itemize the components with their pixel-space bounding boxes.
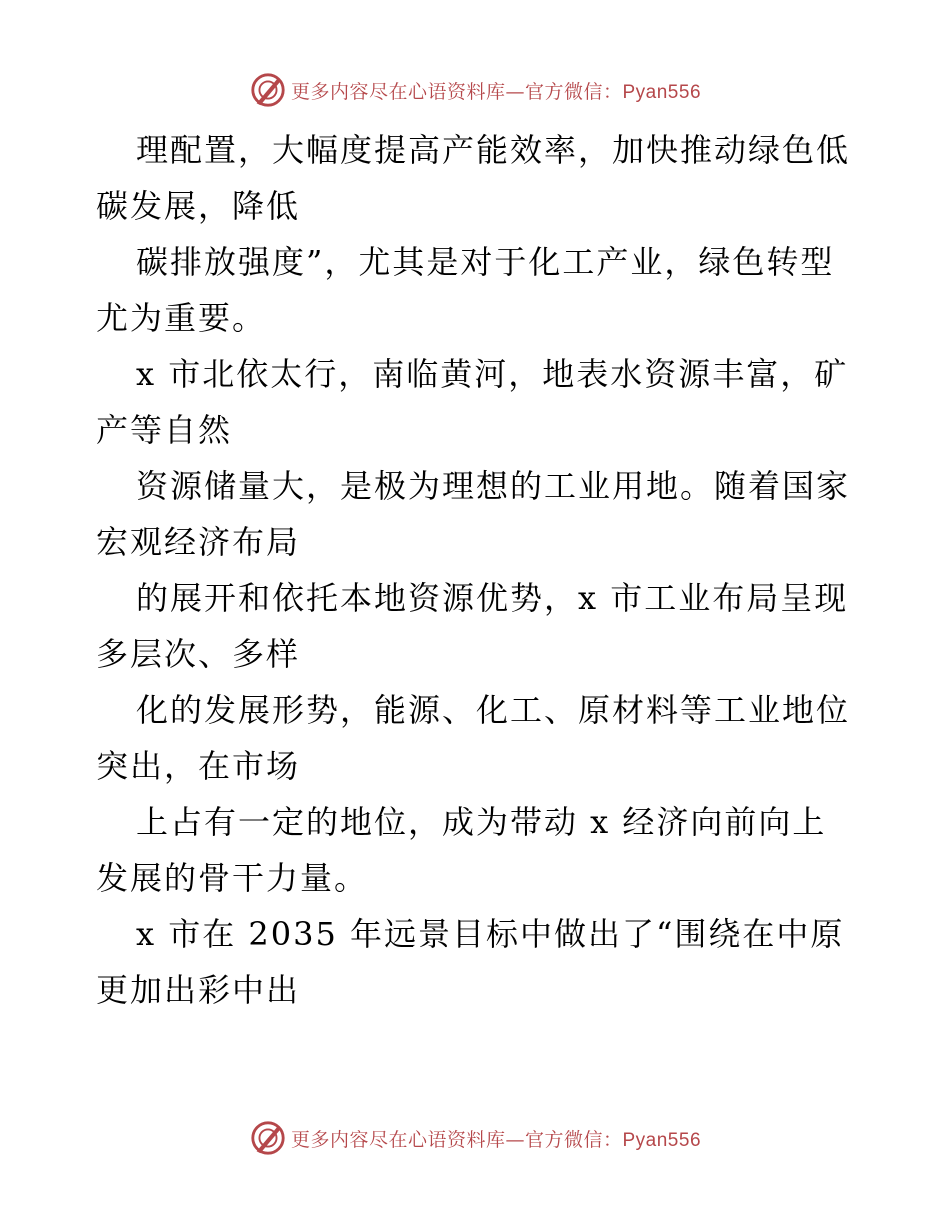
- paragraph-line: 产等自然: [96, 411, 233, 449]
- quill-logo-icon: [249, 1119, 287, 1157]
- paragraph-line: 碳排放强度”，尤其是对于化工产业，绿色转型: [136, 243, 835, 281]
- paragraph: [96, 794, 856, 906]
- paragraph-line: 理配置，大幅度提高产能效率，加快推动绿色低: [136, 131, 851, 169]
- paragraph-line: 资源储量大，是极为理想的工业用地。随着国家: [136, 467, 851, 505]
- watermark-account: Pyan556: [622, 81, 702, 103]
- paragraph-line: 宏观经济布局: [96, 523, 301, 561]
- paragraph: [96, 458, 856, 570]
- paragraph-line: 尤为重要。: [96, 299, 267, 337]
- paragraph-line: 发展的骨干力量。: [96, 859, 369, 897]
- paragraph-line: 化的发展形势，能源、化工、原材料等工业地位: [136, 691, 851, 729]
- watermark-text: 更多内容尽在心语资料库—官方微信：: [290, 1128, 623, 1151]
- paragraph: [96, 682, 856, 794]
- document-body: [96, 122, 856, 1018]
- paragraph: [96, 234, 856, 346]
- paragraph-line: x 市北依太行，南临黄河，地表水资源丰富，矿: [136, 355, 849, 393]
- watermark-account: Pyan556: [622, 1129, 702, 1151]
- footer-watermark: [0, 1118, 950, 1158]
- watermark-text: 更多内容尽在心语资料库—官方微信：: [290, 80, 623, 103]
- paragraph: [96, 122, 856, 234]
- paragraph: [96, 570, 856, 682]
- paragraph: [96, 906, 856, 1018]
- paragraph-line: 更加出彩中出: [96, 971, 301, 1009]
- header-watermark: [0, 70, 950, 110]
- paragraph-line: 的展开和依托本地资源优势，x 市工业布局呈现: [136, 579, 849, 617]
- quill-logo-icon: [249, 71, 287, 109]
- paragraph-line: 碳发展，降低: [96, 187, 301, 225]
- paragraph-line: 上占有一定的地位，成为带动 x 经济向前向上: [136, 803, 827, 841]
- paragraph-line: 突出，在市场: [96, 747, 301, 785]
- paragraph-line: 多层次、多样: [96, 635, 301, 673]
- paragraph: [96, 346, 856, 458]
- paragraph-line: x 市在 2035 年远景目标中做出了“围绕在中原: [136, 915, 845, 953]
